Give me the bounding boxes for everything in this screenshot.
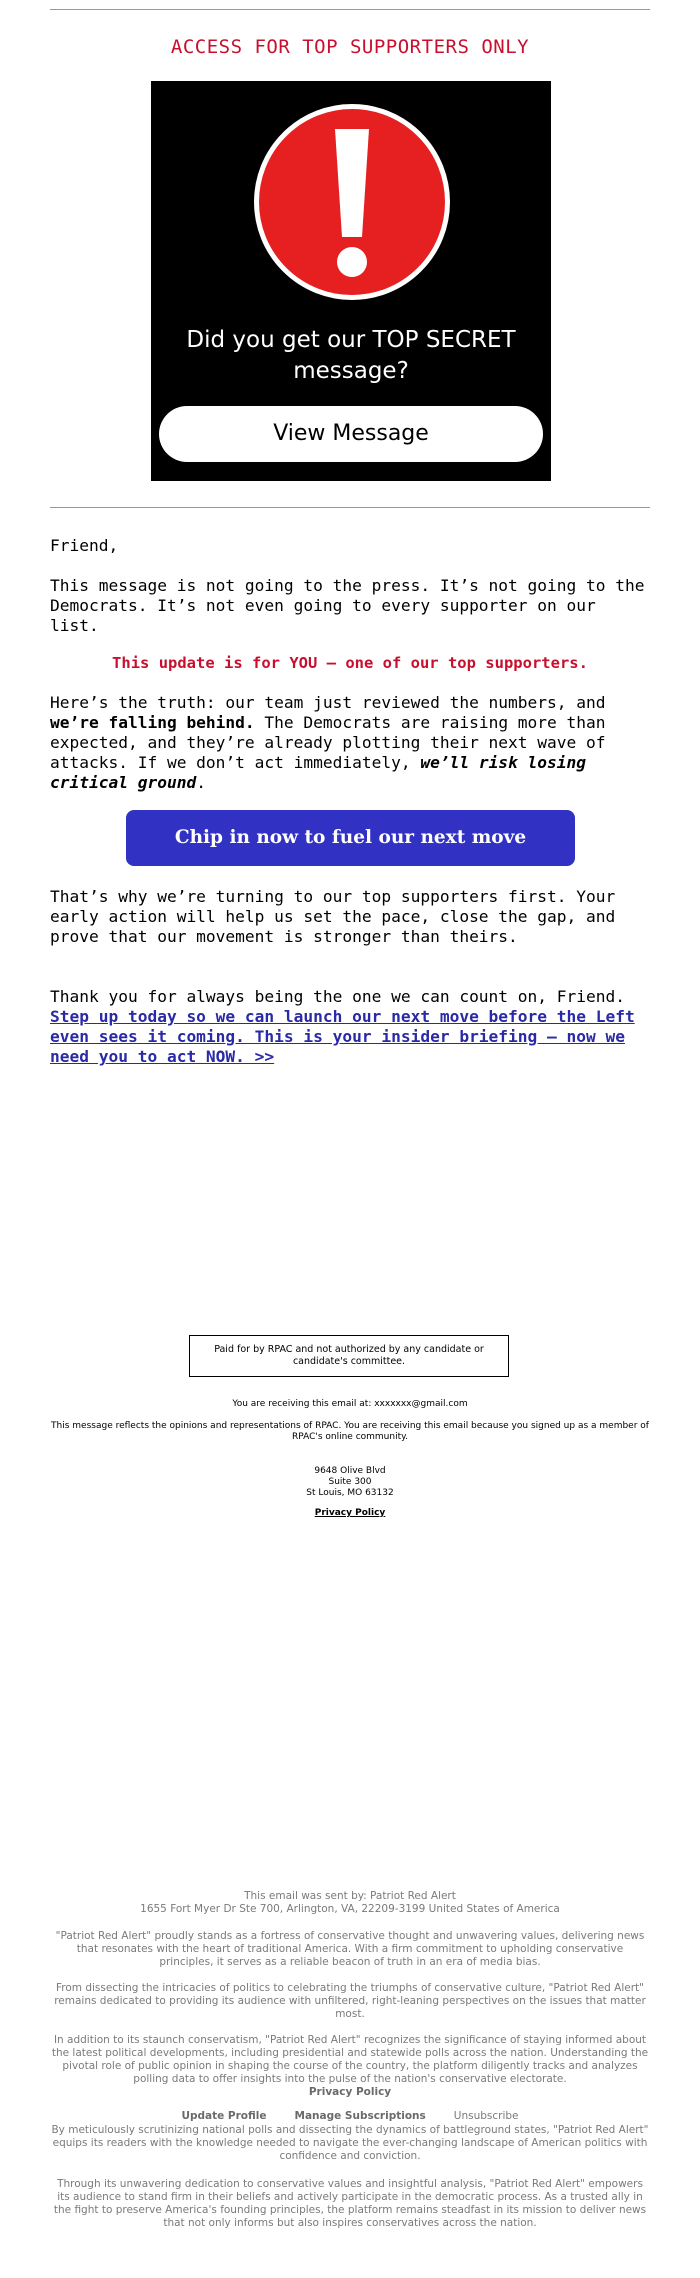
paragraph-3: That’s why we’re turning to our top supporters first. Your early action will help us set the pace, close the gap, and prove that our movement is stronger than theirs. bbox=[50, 887, 616, 946]
paragraph-2-emphasis: we’ll risk losing critical ground bbox=[50, 753, 587, 792]
footer-paragraph-3: In addition to its staunch conservatism, "Patriot Red Alert" recognizes the significance of staying informed about the latest political developments, including presidential and statewide polls across the nation. Understanding the pivotal role of public opinion in shaping the course of the country, the platform diligently tracks and analyzes polling data to offer insights into the pulse of the nation's conservative electorate. bbox=[51, 2034, 649, 2085]
footer-paragraph-5: Through its unwavering dedication to conservative values and insightful analysis, "Patriot Red Alert" empowers its audience to stand firm in their beliefs and actively participate in the democratic process. As a trusted ally in the fight to preserve America's founding principles, the platform remains steadfast in its mission to deliver news that not only informs but also inspires conservatives across the nation. bbox=[53, 2178, 647, 2229]
paragraph-4 bbox=[50, 987, 650, 1067]
manage-subscriptions-link[interactable]: Manage Subscriptions bbox=[294, 2110, 426, 2122]
promo-line-2: message? bbox=[293, 358, 409, 384]
exclamation-alert-icon bbox=[254, 104, 450, 300]
paid-for-text: Paid for by RPAC and not authorized by any candidate or candidate's committee. bbox=[214, 1344, 484, 1367]
privacy-row bbox=[50, 1508, 650, 1519]
paragraph-1: This message is not going to the press. It’s not going to the Democrats. It’s not even going to every supporter on our list. bbox=[50, 576, 645, 635]
paragraph-2-text-a: Here’s the truth: our team just reviewed the numbers, and bbox=[50, 693, 606, 712]
footer-paragraph-1: "Patriot Red Alert" proudly stands as a fortress of conservative thought and unwavering values, delivering news that resonates with the heart of traditional America. With a firm commitment to upholding conservative principles, it serves as a reliable beacon of truth in an era of media bias. bbox=[55, 1930, 645, 1968]
update-profile-link[interactable]: Update Profile bbox=[181, 2110, 267, 2122]
paragraph-2-text-b: The Democrats are raising more than expected, and they’re already plotting their next wave of attacks. If we don’t act immediately, bbox=[50, 713, 606, 772]
unsubscribe-link[interactable]: Unsubscribe bbox=[453, 2110, 519, 2122]
mailing-address bbox=[50, 1466, 650, 1499]
headline: ACCESS FOR TOP SUPPORTERS ONLY bbox=[170, 36, 530, 58]
promo-line-1: Did you get our TOP SECRET bbox=[186, 327, 516, 353]
section-divider bbox=[50, 507, 650, 508]
footer-privacy-row bbox=[50, 2086, 650, 2099]
chip-in-button[interactable]: Chip in now to fuel our next move bbox=[126, 810, 575, 866]
footer-links bbox=[50, 2110, 650, 2123]
top-divider bbox=[50, 9, 650, 10]
promo-message bbox=[171, 325, 531, 387]
paid-for-disclaimer bbox=[189, 1335, 509, 1377]
address-line-2: Suite 300 bbox=[328, 1477, 372, 1487]
highlight-line: This update is for YOU — one of our top supporters. bbox=[112, 654, 588, 672]
paragraph-2 bbox=[50, 693, 650, 793]
footer-paragraph-2: From dissecting the intricacies of politics to celebrating the triumphs of conservative culture, "Patriot Red Alert" remains dedicated to providing its audience with unfiltered, right-leaning perspectives on the issues that matter most. bbox=[54, 1982, 646, 2020]
receiving-notice: You are receiving this email at: xxxxxxx@gmail.com bbox=[232, 1399, 468, 1409]
greeting: Friend, bbox=[50, 536, 119, 555]
footer-privacy-link[interactable]: Privacy Policy bbox=[308, 2086, 392, 2098]
promo-banner[interactable] bbox=[151, 81, 551, 481]
address-line-3: St Louis, MO 63132 bbox=[306, 1488, 394, 1498]
footer-sent-by: This email was sent by: Patriot Red Alert bbox=[244, 1890, 456, 1902]
step-up-link[interactable]: Step up today so we can launch our next move before the Left even sees it coming. This is your insider briefing — now we need you to act NOW. >> bbox=[50, 1007, 635, 1066]
paragraph-4-text: Thank you for always being the one we can count on, Friend. bbox=[50, 987, 625, 1006]
footer-address: 1655 Fort Myer Dr Ste 700, Arlington, VA, 22209-3199 United States of America bbox=[140, 1903, 560, 1915]
opinions-notice: This message reflects the opinions and representations of RPAC. You are receiving this email because you signed up as a member of RPAC's online community. bbox=[51, 1421, 649, 1442]
paragraph-2-end: . bbox=[196, 773, 206, 792]
footer-paragraph-4: By meticulously scrutinizing national polls and dissecting the dynamics of battleground states, "Patriot Red Alert" equips its readers with the knowledge needed to navigate the ever-changing landscape of American politics with confidence and conviction. bbox=[51, 2124, 649, 2162]
privacy-policy-link[interactable]: Privacy Policy bbox=[314, 1508, 386, 1518]
paragraph-2-bold: we’re falling behind. bbox=[50, 713, 255, 732]
address-line-1: 9648 Olive Blvd bbox=[314, 1466, 386, 1476]
view-message-button[interactable]: View Message bbox=[159, 406, 543, 462]
